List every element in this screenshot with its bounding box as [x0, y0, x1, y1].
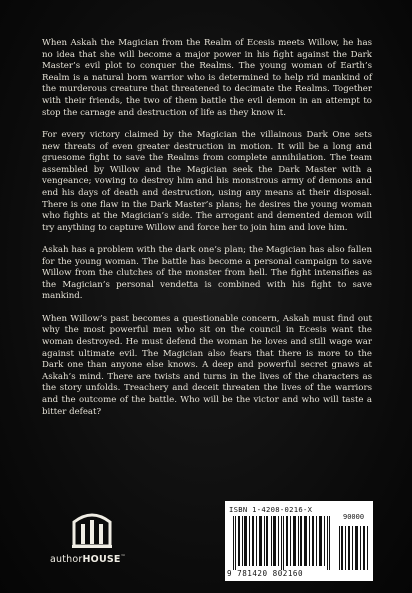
barcode-box: [225, 501, 373, 581]
blurb-paragraph-1: When Askah the Magician from the Realm of Ecesis meets Willow, he has no idea that she will become a major power in his fight against the Dark Master’s evil plot to conquer the Realms. The young woman of Earth’s Realm is a natural born warrior who is determined to help rid mankind of the murderous creature that threatened to decimate the Realms. Together with their friends, the two of them battle the evil demon in an attempt to stop the carnage and destruction of life as they know it.: [42, 38, 372, 118]
blurb-paragraph-4: When Willow’s past becomes a questionable concern, Askah must find out why the most powerful men who sit on the council in Ecesis want the woman destroyed. He must defend the woman he loves and still wage war against ultimate evil. The Magician also fears that there is more to the Dark one than anyone else knows. A deep and powerful secret gnaws at Askah’s mind. There are twists and turns in the lives of the characters as the story unfolds. Treachery and deceit threaten the lives of the warriors and the outcome of the battle. Who will be the victor and who will taste a bitter defeat?: [42, 313, 372, 417]
blurb-paragraph-2: For every victory claimed by the Magician the villainous Dark One sets new threats of even greater destruction in motion. It will be a long and gruesome fight to save the Realms from complete annihilation. The team assembled by Willow and the Magician seek the Dark Master with a vengeance; vowing to destroy him and his monstrous army of demons and end his days of death and destruction, using any means at their disposal. There is one flaw in the Dark Master’s plans; he desires the young woman who fights at the Magician’s side. The arrogant and demented demon will try anything to capture Willow and force her to join him and love him.: [42, 129, 372, 233]
ean-digits: 9 781420 802160: [227, 569, 304, 578]
publisher-name: [50, 554, 134, 565]
publisher-name-suffix: HOUSE: [82, 554, 121, 566]
price-code: 90000: [343, 513, 365, 521]
isbn-text: ISBN 1-4208-0216-X: [229, 505, 313, 514]
blurb-paragraph-3: Askah has a problem with the dark one’s plan; the Magician has also fallen for the young woman. The battle has become a personal campaign to save Willow from the clutches of the monster from hell. The fight intensifies as the Magician’s personal vendetta is combined with his fight to save mankind.: [42, 245, 372, 302]
publisher-logo: [50, 506, 134, 572]
back-cover-blurb: [42, 38, 372, 429]
trademark-symbol: ™: [120, 554, 126, 560]
publisher-name-prefix: author: [50, 554, 83, 566]
barcode-bars: [231, 516, 371, 570]
building-columns-icon: [70, 506, 114, 550]
